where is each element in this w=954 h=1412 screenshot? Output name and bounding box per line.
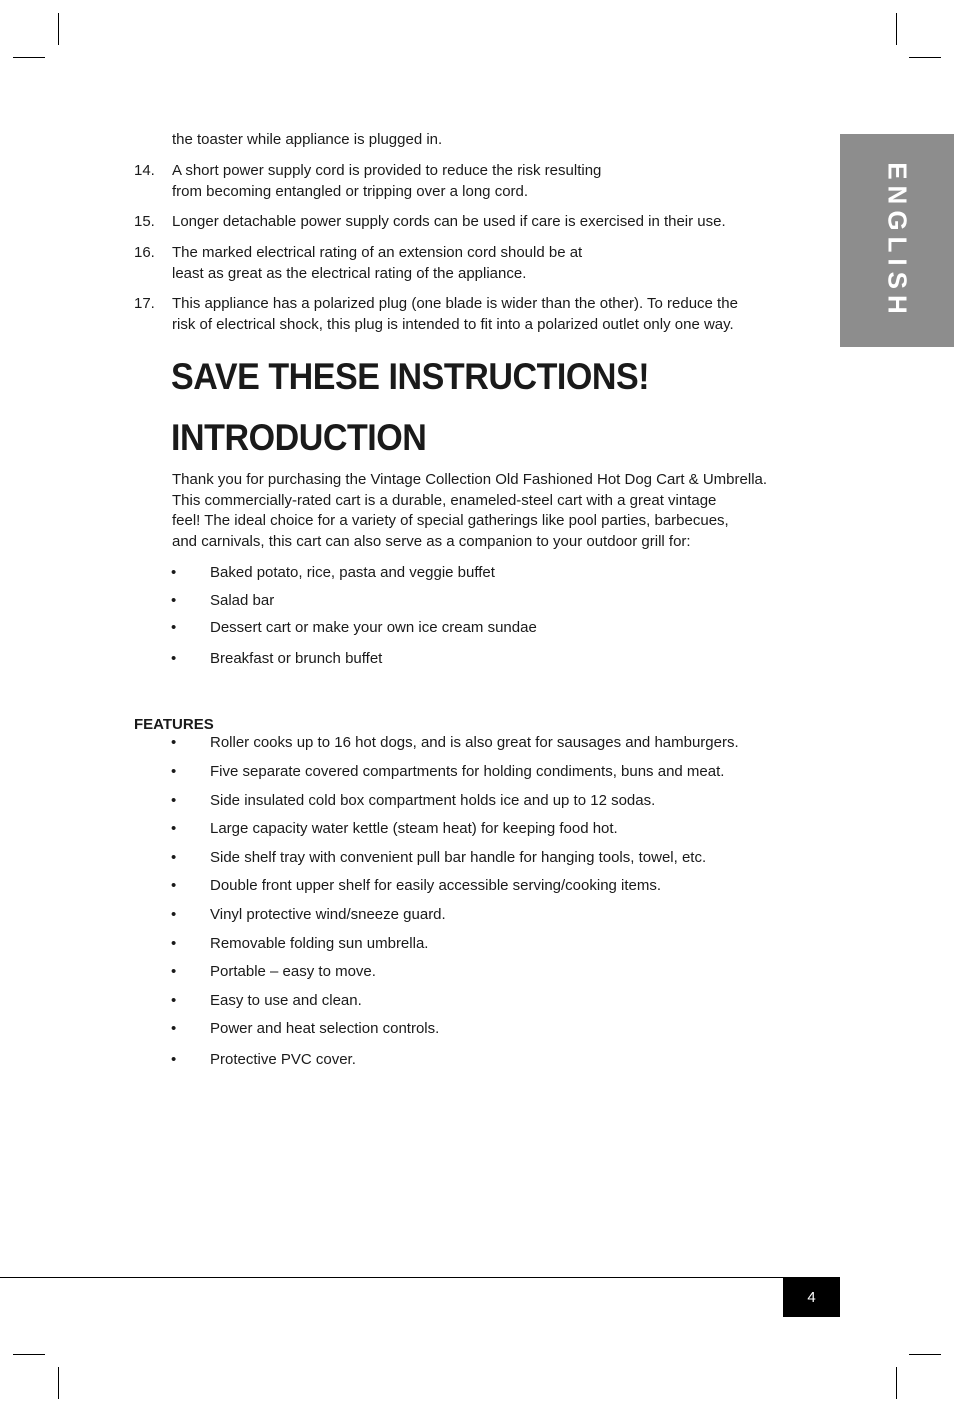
feature-item: Removable folding sun umbrella. <box>210 935 429 952</box>
introduction-heading: INTRODUCTION <box>171 417 427 458</box>
language-tab-label: ENGLISH <box>882 161 913 320</box>
feature-item: Side insulated cold box compartment holds ice and up to 12 sodas. <box>210 792 656 809</box>
list-item: Salad bar <box>210 592 275 609</box>
safety-line: This appliance has a polarized plug (one blade is wider than the other). To reduce the <box>172 295 738 312</box>
feature-item: Easy to use and clean. <box>210 992 362 1009</box>
safety-item-text <box>172 243 582 284</box>
intro-line: This commercially-rated cart is a durable, enameled-steel cart with a great vintage <box>172 491 717 509</box>
footer-rule <box>0 1277 840 1278</box>
list-item: Dessert cart or make your own ice cream sundae <box>210 619 537 636</box>
intro-paragraph <box>172 470 767 552</box>
safety-item-text <box>172 294 738 335</box>
crop-mark <box>909 57 941 58</box>
bullet-glyph: • <box>171 849 177 866</box>
safety-line: Longer detachable power supply cords can be used if care is exercised in their use. <box>172 213 726 230</box>
bullet-glyph: • <box>171 877 177 894</box>
safety-line: least as great as the electrical rating of the appliance. <box>172 264 527 282</box>
bullet-glyph: • <box>171 734 177 751</box>
bullet-glyph: • <box>171 564 177 581</box>
feature-item: Protective PVC cover. <box>210 1051 356 1068</box>
list-item: Baked potato, rice, pasta and veggie buffet <box>210 564 495 581</box>
feature-item: Large capacity water kettle (steam heat) for keeping food hot. <box>210 820 618 837</box>
feature-item: Portable – easy to move. <box>210 963 376 980</box>
safety-line: A short power supply cord is provided to reduce the risk resulting <box>172 162 602 179</box>
intro-line: feel! The ideal choice for a variety of special gatherings like pool parties, barbecues, <box>172 512 729 529</box>
crop-mark <box>58 13 59 45</box>
safety-line: from becoming entangled or tripping over a long cord. <box>172 182 529 200</box>
intro-line: Thank you for purchasing the Vintage Collection Old Fashioned Hot Dog Cart & Umbrella. <box>172 471 768 488</box>
bullet-glyph: • <box>171 935 177 952</box>
feature-item: Side shelf tray with convenient pull bar handle for hanging tools, towel, etc. <box>210 849 707 866</box>
continued-line: the toaster while appliance is plugged in. <box>172 131 443 148</box>
save-instructions-heading: SAVE THESE INSTRUCTIONS! <box>171 356 650 397</box>
crop-mark <box>909 1354 941 1355</box>
bullet-glyph: • <box>171 1051 177 1068</box>
bullet-glyph: • <box>171 820 177 837</box>
safety-item-number: 16. <box>134 244 155 261</box>
crop-mark <box>13 57 45 58</box>
feature-item: Roller cooks up to 16 hot dogs, and is also great for sausages and hamburgers. <box>210 734 739 751</box>
feature-item: Double front upper shelf for easily accessible serving/cooking items. <box>210 877 662 894</box>
crop-mark <box>896 13 897 45</box>
bullet-glyph: • <box>171 992 177 1009</box>
list-item: Breakfast or brunch buffet <box>210 650 383 667</box>
crop-mark <box>58 1367 59 1399</box>
bullet-glyph: • <box>171 763 177 780</box>
bullet-glyph: • <box>171 792 177 809</box>
intro-line: and carnivals, this cart can also serve as a companion to your outdoor grill for: <box>172 532 691 550</box>
page-number: 4 <box>783 1278 840 1317</box>
crop-mark <box>896 1367 897 1399</box>
safety-line: The marked electrical rating of an extension cord should be at <box>172 244 583 261</box>
safety-item-text <box>172 212 726 233</box>
bullet-glyph: • <box>171 650 177 667</box>
feature-item: Vinyl protective wind/sneeze guard. <box>210 906 446 923</box>
bullet-glyph: • <box>171 1020 177 1037</box>
features-heading: FEATURES <box>134 716 214 733</box>
safety-item-number: 17. <box>134 295 155 312</box>
safety-item-text <box>172 161 601 202</box>
bullet-glyph: • <box>171 592 177 609</box>
crop-mark <box>13 1354 45 1355</box>
safety-item-number: 14. <box>134 162 155 179</box>
safety-item-number: 15. <box>134 213 155 230</box>
bullet-glyph: • <box>171 906 177 923</box>
feature-item: Five separate covered compartments for holding condiments, buns and meat. <box>210 763 725 780</box>
feature-item: Power and heat selection controls. <box>210 1020 440 1037</box>
safety-line: risk of electrical shock, this plug is intended to fit into a polarized outlet only one way. <box>172 315 734 333</box>
bullet-glyph: • <box>171 963 177 980</box>
bullet-glyph: • <box>171 619 177 636</box>
language-tab <box>840 134 954 347</box>
